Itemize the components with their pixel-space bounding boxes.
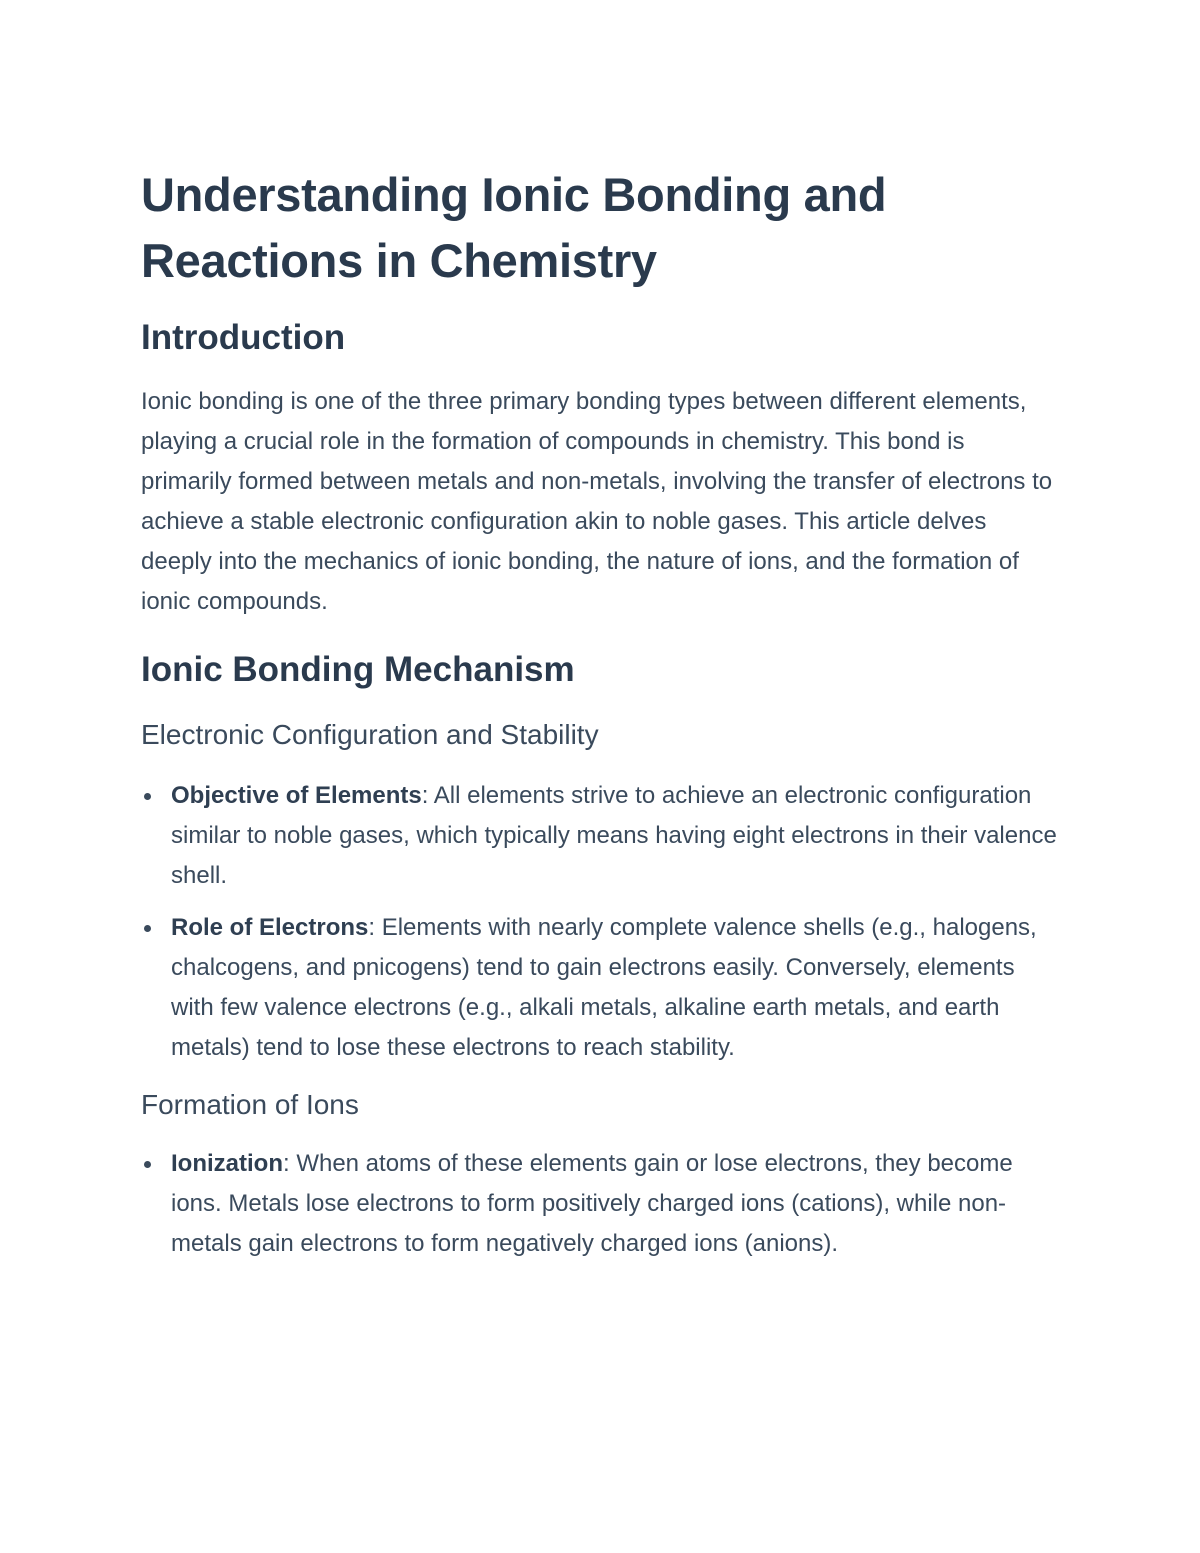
list-item-text: : When atoms of these elements gain or lose electrons, they become ions. Metals lose electrons to form positively charged ions (cations), while non-metals gain electrons to form negatively charged ions (anions). (171, 1150, 1013, 1257)
introduction-paragraph: Ionic bonding is one of the three primary bonding types between different elements, playing a crucial role in the formation of compounds in chemistry. This bond is primarily formed between metals and non-metals, involving the transfer of electrons to achieve a stable electronic configuration akin to noble gases. This article delves deeply into the mechanics of ionic bonding, the nature of ions, and the formation of ionic compounds. (141, 388, 1053, 615)
list-item-term: Ionization (171, 1150, 283, 1177)
ions-list (141, 1144, 1061, 1264)
ions-subheading: Formation of Ions (141, 1089, 359, 1120)
mechanism-heading: Ionic Bonding Mechanism (141, 650, 575, 689)
bullet-icon (144, 925, 151, 932)
config-subheading: Electronic Configuration and Stability (141, 719, 599, 750)
list-item-term: Objective of Elements (171, 782, 422, 809)
document-title: Understanding Ionic Bonding and Reactions in Chemistry (141, 168, 887, 287)
list-item (141, 776, 1061, 896)
list-item-text: : All elements strive to achieve an electronic configuration similar to noble gases, which typically means having eight electrons in their valence shell. (171, 782, 1057, 889)
list-item-text: : Elements with nearly complete valence shells (e.g., halogens, chalcogens, and pnicogens) tend to gain electrons easily. Conversely, elements with few valence electrons (e.g., alkali metals, alkaline earth metals, and earth metals) tend to lose these electrons to reach stability. (171, 914, 1037, 1061)
list-item (141, 1144, 1061, 1264)
document-page (141, 162, 1061, 1264)
introduction-heading: Introduction (141, 318, 346, 357)
config-list (141, 776, 1061, 1068)
bullet-icon (144, 1161, 151, 1168)
bullet-icon (144, 793, 151, 800)
list-item (141, 908, 1061, 1068)
list-item-term: Role of Electrons (171, 914, 369, 941)
